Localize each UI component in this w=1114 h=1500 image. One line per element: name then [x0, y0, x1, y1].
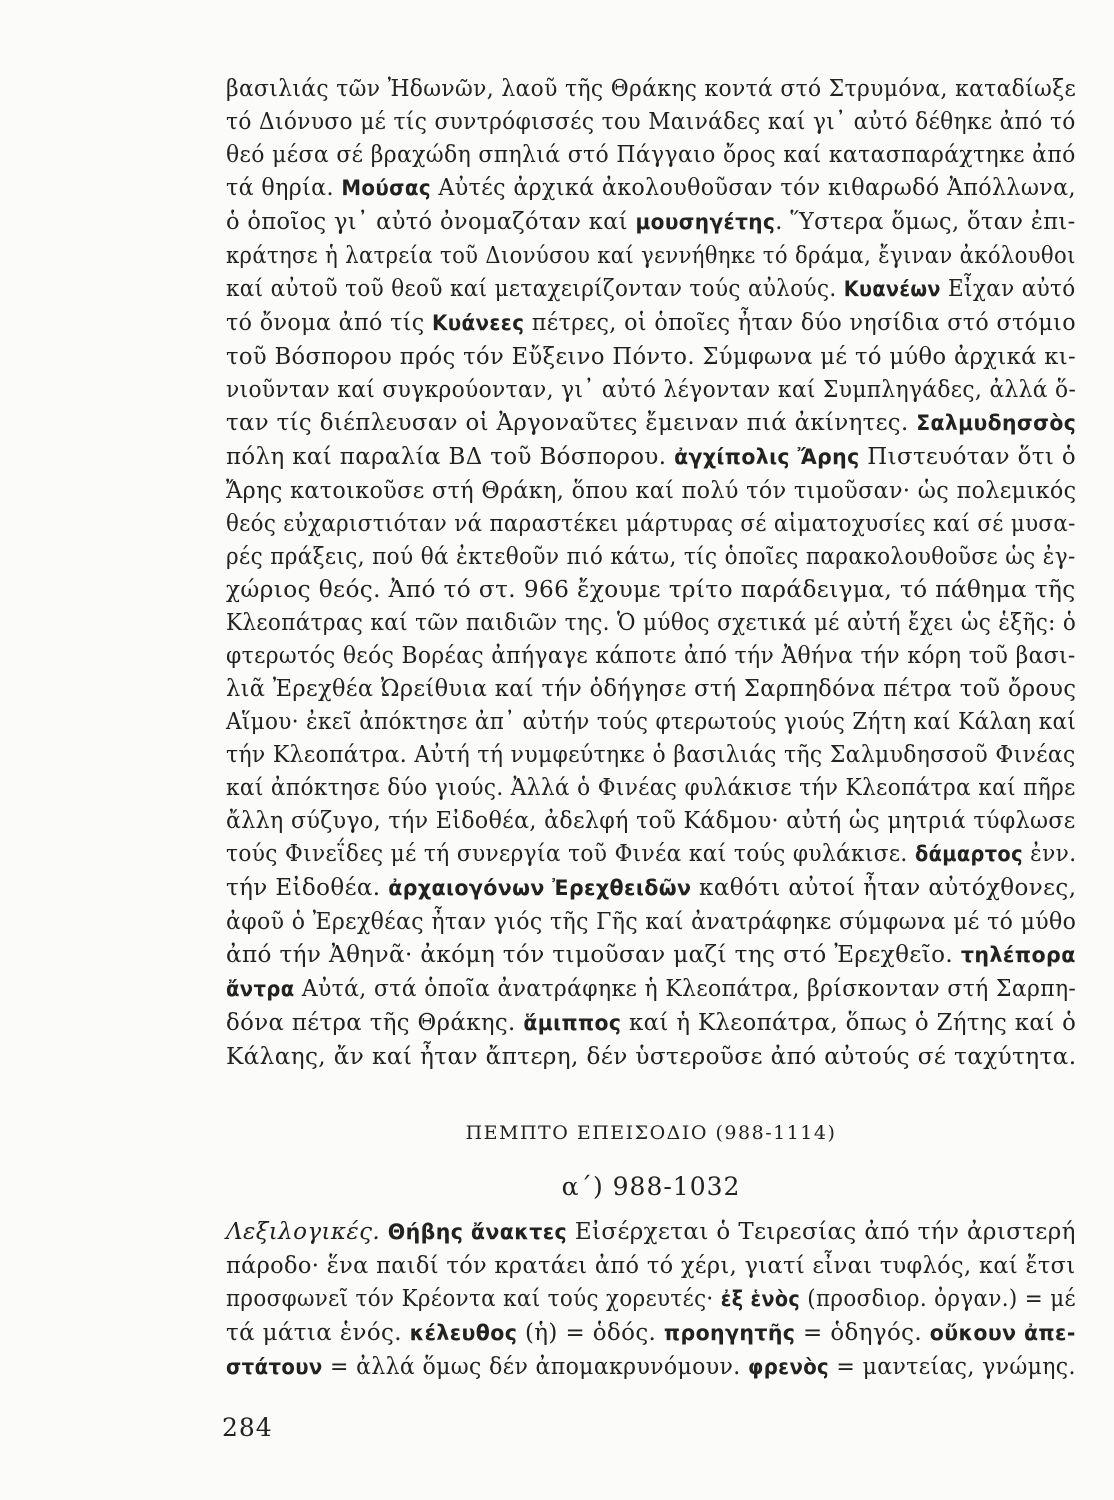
bold-term: μουσηγέτης — [635, 210, 776, 234]
text-line: Αἵμου· ἐκεῖ ἀπόκτησε ἀπ᾽ αὐτήν τούς φτερωτούς γιούς Ζήτη καί Κάλαη καί — [226, 707, 1077, 735]
text-line: τό Διόνυσο μέ τίς συντρόφισσές του Μαινάδες καί γι᾽ αὐτό δέθηκε ἀπό τό — [226, 107, 1076, 135]
text-line: δόνα πέτρα τῆς Θράκης. ἅμιππος καί ἡ Κλεοπάτρα, ὅπως ὁ Ζήτης καί ὁ — [226, 1008, 1077, 1036]
lexical-notes — [226, 1215, 1076, 1384]
text-line: ἀπό τήν Ἀθηνᾶ· ἀκόμη τόν τιμοῦσαν μαζί της στό Ἐρεχθεῖο. τηλέπορα — [226, 940, 1076, 968]
text-line: ὁ ὁποῖος γι᾽ αὐτό ὀνομαζόταν καί μουσηγέτης. Ὕστερα ὅμως, ὅταν ἐπι- — [226, 207, 1076, 235]
lex-line: στάτουν = ἀλλά ὅμως δέν ἀπομακρυνόμουν. φρενὸς = μαντείας, γνώμης. — [226, 1352, 1076, 1380]
text-line: ρές πράξεις, πού θά ἐκτεθοῦν πιό κάτω, τίς ὁποῖες παρακολουθοῦσε ὡς ἐγ- — [226, 542, 1076, 570]
bold-term: ἅμιππος — [523, 1011, 622, 1035]
text-line: πόλη καί παραλία ΒΔ τοῦ Βόσπορου. ἀγχίπολις Ἄρης Πιστευόταν ὅτι ὁ — [226, 442, 1077, 470]
text-line: Κλεοπάτρας καί τῶν παιδιῶν της. Ὁ μύθος σχετικά μέ αὐτή ἔχει ὡς ἑξῆς: ὁ — [226, 608, 1077, 636]
text-line: Κάλαης, ἄν καί ἦταν ἄπτερη, δέν ὑστεροῦσε ἀπό αὐτούς σέ ταχύτητα. — [226, 1042, 1077, 1070]
bold-term: Κυανέων — [843, 277, 941, 301]
bold-term: τηλέπορα — [960, 943, 1076, 967]
text-line: χώριος θεός. Ἀπό τό στ. 966 ἔχουμε τρίτο παράδειγμα, τό πάθημα τῆς — [226, 575, 1076, 603]
italic-label: Λεξιλογικές. — [226, 1217, 381, 1245]
lex-line: τά μάτια ἑνός. κέλευθος (ἡ) = ὁδός. προηγητῆς = ὁδηγός. οὔκουν ἀπε- — [226, 1318, 1076, 1346]
text-line: τοῦ Βόσπορου πρός τόν Εὔξεινο Πόντο. Σύμφωνα μέ τό μύθο ἀρχικά κι- — [226, 342, 1076, 370]
text-line: κράτησε ἡ λατρεία τοῦ Διονύσου καί γεννήθηκε τό δράμα, ἔγιναν ἀκόλουθοι — [226, 241, 1076, 269]
text-line: τήν Κλεοπάτρα. Αὐτή τή νυμφεύτηκε ὁ βασιλιάς τῆς Σαλμυδησσοῦ Φινέας — [226, 740, 1076, 768]
lex-line: προσφωνεῖ τόν Κρέοντα καί τούς χορευτές· ἐξ ἑνὸς (προσδιορ. ὀργαν.) = μέ — [226, 1284, 1077, 1312]
bold-term: Θήβης ἄνακτες — [387, 1220, 568, 1244]
lex-line: Λεξιλογικές. Θήβης ἄνακτες Εἰσέρχεται ὁ Τειρεσίας ἀπό τήν ἀριστερή — [226, 1217, 1076, 1245]
commentary-body — [226, 72, 1076, 1073]
text-line: τά θηρία. Μούσας Αὐτές ἀρχικά ἀκολουθοῦσαν τόν κιθαρωδό Ἀπόλλωνα, — [226, 173, 1076, 201]
bold-term: φρενὸς — [747, 1355, 830, 1379]
bold-term: οὔκουν ἀπε- — [929, 1321, 1076, 1345]
text-line: ἄντρα Αὐτά, στά ὁποῖα ἀνατράφηκε ἡ Κλεοπάτρα, βρίσκονταν στή Σαρπη- — [226, 974, 1077, 1002]
bold-term: κέλευθος — [409, 1321, 518, 1345]
text-line: θεός εὐχαριστιόταν νά παραστέκει μάρτυρας σέ αἱματοχυσίες καί σέ μυσα- — [226, 509, 1076, 537]
bold-term: ἐξ ἑνὸς — [720, 1287, 801, 1311]
page-number: 284 — [222, 1413, 273, 1442]
text-line: βασιλιάς τῶν Ἠδωνῶν, λαοῦ τῆς Θράκης κοντά στό Στρυμόνα, καταδίωξε — [226, 74, 1077, 102]
bold-term: δάμαρτος — [914, 842, 1023, 866]
lex-line: πάροδο· ἕνα παιδί τόν κρατάει ἀπό τό χέρι, γιατί εἶναι τυφλός, καί ἔτσι — [226, 1251, 1076, 1279]
text-line: φτερωτός θεός Βορέας ἀπήγαγε κάποτε ἀπό τήν Ἀθήνα τήν κόρη τοῦ βασι- — [226, 641, 1076, 669]
bold-term: ἄντρα — [226, 977, 295, 1001]
text-line: λιᾶ Ἐρεχθέα Ὠρείθυια καί τήν ὁδήγησε στή Σαρπηδόνα πέτρα τοῦ ὄρους — [226, 674, 1077, 702]
text-line: νιοῦνταν καί συγκρούονταν, γι᾽ αὐτό λέγονταν καί Συμπληγάδες, ἀλλά ὅ- — [226, 375, 1077, 403]
text-line: ἄλλη σύζυγο, τήν Εἰδοθέα, ἀδελφή τοῦ Κάδμου· αὐτή ὡς μητριά τύφλωσε — [226, 806, 1076, 834]
text-line: ταν τίς διέπλευσαν οἱ Ἀργοναῦτες ἔμειναν πιά ἀκίνητες. Σαλμυδησσὸς — [226, 408, 1077, 436]
bold-term: Κυάνεες — [432, 311, 525, 335]
text-line: ἀφοῦ ὁ Ἐρεχθέας ἦταν γιός τῆς Γῆς καί ἀνατράφηκε σύμφωνα μέ τό μύθο — [226, 907, 1077, 935]
episode-heading: ΠΕΜΠΤΟ ΕΠΕΙΣΟΔΙΟ (988-1114) — [465, 1122, 837, 1144]
bold-term: Ἄρης — [797, 445, 860, 469]
bold-term: ἀγχίπολις — [674, 445, 790, 469]
text-line: καί αὐτοῦ τοῦ θεοῦ καί μεταχειρίζονταν τούς αὐλούς. Κυανέων Εἶχαν αὐτό — [226, 274, 1076, 302]
bold-term: προηγητῆς — [663, 1321, 796, 1345]
bold-term: Μούσας — [341, 176, 432, 200]
text-line: τό ὄνομα ἀπό τίς Κυάνεες πέτρες, οἱ ὁποῖες ἦταν δύο νησίδια στό στόμιο — [226, 308, 1076, 336]
text-line: τήν Εἰδοθέα. ἀρχαιογόνων Ἐρεχθειδῶν καθότι αὐτοί ἦταν αὐτόχθονες, — [226, 873, 1077, 901]
text-line: Ἄρης κατοικοῦσε στή Θράκη, ὅπου καί πολύ τόν τιμοῦσαν· ὡς πολεμικός — [226, 476, 1077, 504]
bold-term: ἀρχαιογόνων Ἐρεχθειδῶν — [388, 876, 692, 900]
bold-term: στάτουν — [226, 1355, 323, 1379]
text-line: τούς Φινεΐδες μέ τή συνεργία τοῦ Φινέα καί τούς φυλάκισε. δάμαρτος ἐνν. — [226, 839, 1077, 867]
text-line: καί ἀπόκτησε δύο γιούς. Ἀλλά ὁ Φινέας φυλάκισε τήν Κλεοπάτρα καί πῆρε — [226, 773, 1076, 801]
section-heading: α΄) 988-1032 — [561, 1172, 741, 1201]
bold-term: Σαλμυδησσὸς — [916, 411, 1077, 435]
text-line: θεό μέσα σέ βραχώδη σπηλιά στό Πάγγαιο ὄρος καί κατασπαράχτηκε ἀπό — [226, 140, 1076, 168]
